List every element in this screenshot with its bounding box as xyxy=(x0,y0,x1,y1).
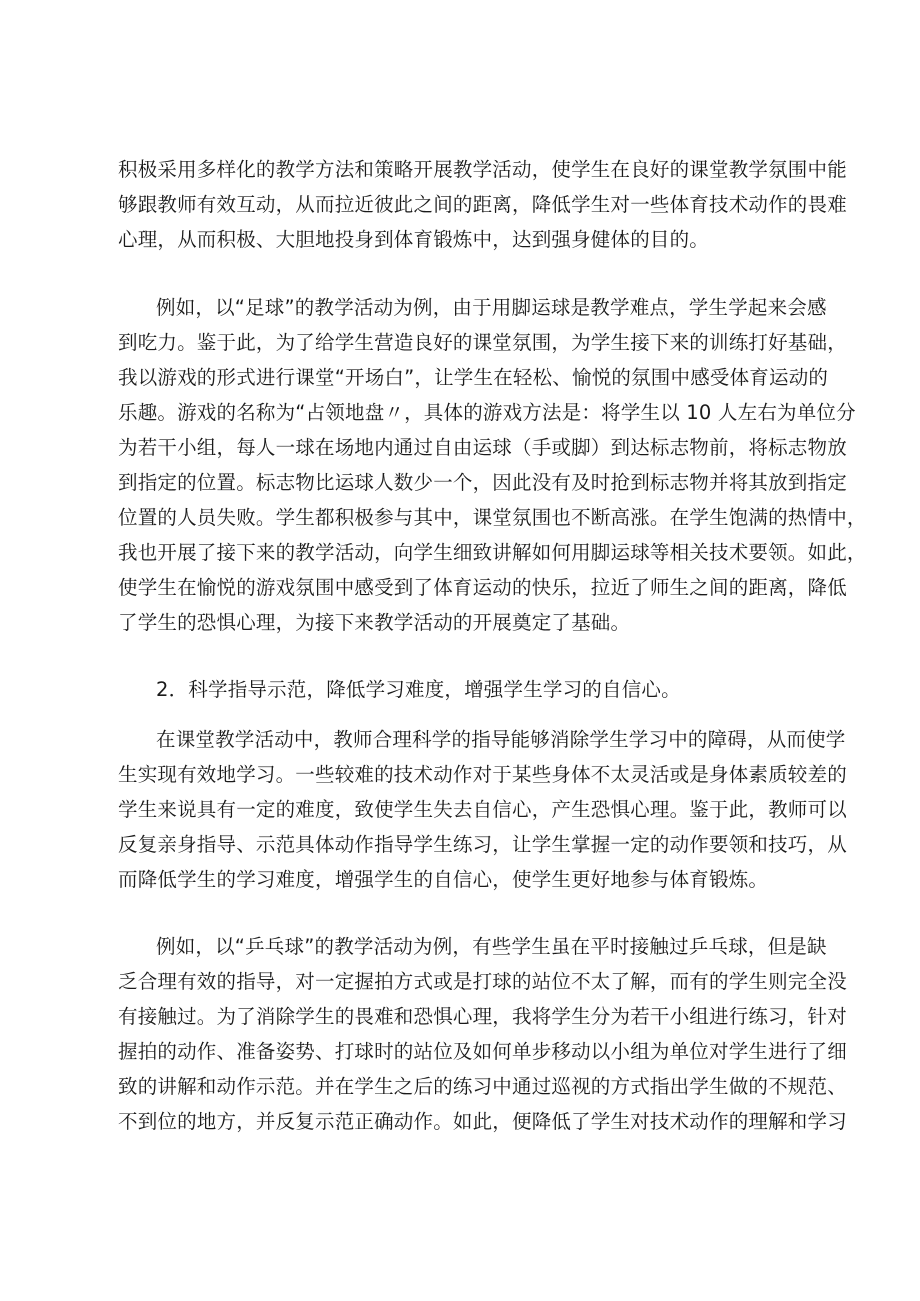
paragraph-line: 反复亲身指导、示范具体动作指导学生练习，让学生掌握一定的动作要领和技巧，从 xyxy=(118,833,847,856)
paragraph-line: 积极采用多样化的教学方法和策略开展教学活动，使学生在良好的课堂教学氛围中能 xyxy=(118,158,847,181)
paragraph-line: 而降低学生的学习难度，增强学生的自信心，使学生更好地参与体育锻炼。 xyxy=(118,868,769,891)
paragraph-line: 学生来说具有一定的难度，致使学生失去自信心，产生恐惧心理。鉴于此，教师可以 xyxy=(118,798,847,821)
paragraph-line: 握拍的动作、准备姿势、打球时的站位及如何单步移动以小组为单位对学生进行了细 xyxy=(118,1040,847,1063)
paragraph-line: 有接触过。为了消除学生的畏难和恐惧心理，我将学生分为若干小组进行练习，针对 xyxy=(118,1005,847,1028)
paragraph-line: 到指定的位置。标志物比运球人数少一个，因此没有及时抢到标志物并将其放到指定 xyxy=(118,471,847,494)
paragraph-line: 到吃力。鉴于此，为了给学生营造良好的课堂氛围，为学生接下来的训练打好基础， xyxy=(118,331,847,354)
paragraph-line: 心理，从而积极、大胆地投身到体育锻炼中，达到强身健体的目的。 xyxy=(118,228,710,251)
paragraph-line: 够跟教师有效互动，从而拉近彼此之间的距离，降低学生对一些体育技术动作的畏难 xyxy=(118,193,847,216)
paragraph-line: 使学生在愉悦的游戏氛围中感受到了体育运动的快乐，拉近了师生之间的距离，降低 xyxy=(118,576,847,599)
paragraph-line: 了学生的恐惧心理，为接下来教学活动的开展奠定了基础。 xyxy=(118,611,631,634)
paragraph-line: 不到位的地方，并反复示范正确动作。如此，便降低了学生对技术动作的理解和学习 xyxy=(118,1110,847,1133)
paragraph-line: 我也开展了接下来的教学活动，向学生细致讲解如何用脚运球等相关技术要领。如此， xyxy=(118,541,867,564)
paragraph-line: 在课堂教学活动中，教师合理科学的指导能够消除学生学习中的障碍，从而使学 xyxy=(156,728,846,751)
paragraph-line: 乐趣。游戏的名称为“占领地盘〃，具体的游戏方法是：将学生以 10 人左右为单位分 xyxy=(118,401,856,424)
section-heading xyxy=(118,672,818,707)
paragraph-line: 生实现有效地学习。一些较难的技术动作对于某些身体不太灵活或是身体素质较差的 xyxy=(118,763,847,786)
paragraph-5 xyxy=(118,929,847,1139)
paragraph-4 xyxy=(118,722,847,897)
paragraph-1 xyxy=(118,152,847,257)
paragraph-line: 致的讲解和动作示范。并在学生之后的练习中通过巡视的方式指出学生做的不规范、 xyxy=(118,1075,847,1098)
paragraph-line: 例如，以“乒乓球”的教学活动为例，有些学生虽在平时接触过乒乓球，但是缺 xyxy=(156,935,827,958)
paragraph-line: 位置的人员失败。学生都积极参与其中，课堂氛围也不断高涨。在学生饱满的热情中， xyxy=(118,506,867,529)
paragraph-line: 我以游戏的形式进行课堂“开场白”，让学生在轻松、愉悦的氛围中感受体育运动的 xyxy=(118,366,829,389)
paragraph-line: 例如，以“足球”的教学活动为例，由于用脚运球是教学难点，学生学起来会感 xyxy=(156,296,827,319)
paragraph-line: 为若干小组，每人一球在场地内通过自由运球（手或脚）到达标志物前，将标志物放 xyxy=(118,436,847,459)
paragraph-2 xyxy=(118,290,867,640)
paragraph-line: 乏合理有效的指导，对一定握拍方式或是打球的站位不太了解，而有的学生则完全没 xyxy=(118,970,847,993)
section-heading-text: 2．科学指导示范，降低学习难度，增强学生学习的自信心。 xyxy=(156,678,681,701)
